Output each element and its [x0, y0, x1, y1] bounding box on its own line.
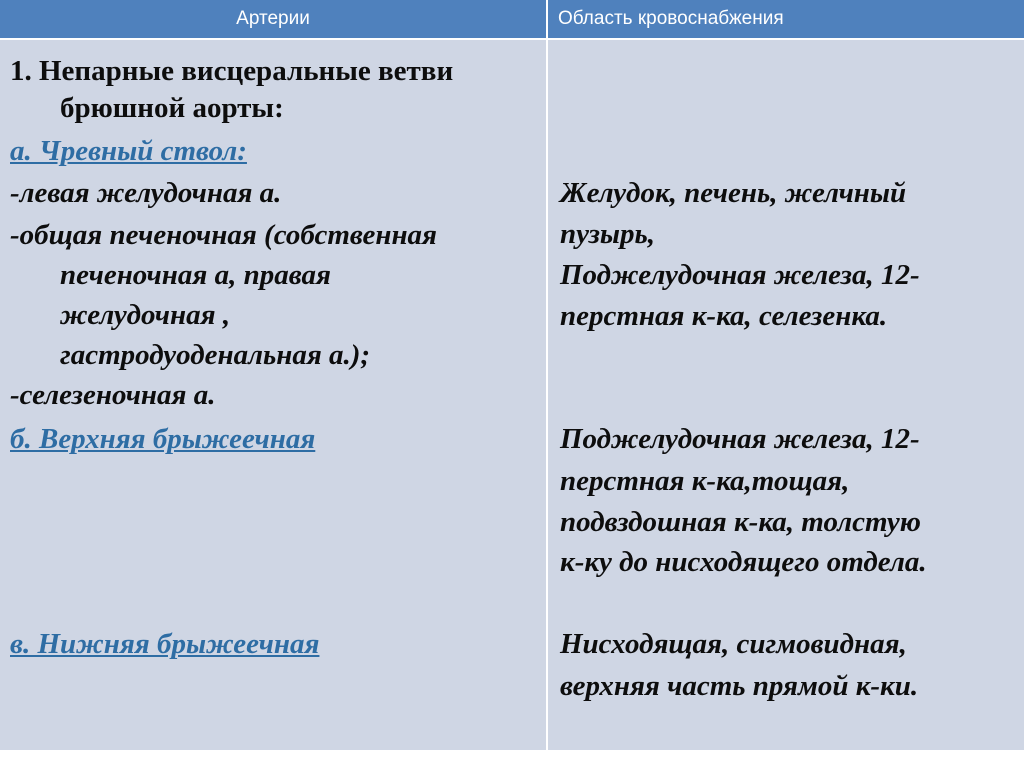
- inferior-mesenteric-label: в. Нижняя брыжеечная: [10, 628, 320, 660]
- common-hepatic-line3: желудочная ,: [60, 299, 231, 331]
- common-hepatic-line4: гастродуоденальная а.);: [60, 339, 371, 371]
- table-bottom-border: [0, 750, 1024, 752]
- superior-mesenteric-supply-line2: перстная к-ка,тощая,: [560, 465, 850, 497]
- section-heading-line1: 1. Непарные висцеральные ветви: [10, 55, 454, 87]
- section-heading-line2: брюшной аорты:: [60, 92, 284, 124]
- header-blood-supply-area: [548, 0, 1024, 38]
- header-divider: [0, 38, 1024, 40]
- header-blood-supply-label: Область кровоснабжения: [558, 8, 784, 29]
- common-hepatic-line2: печеночная а, правая: [60, 259, 331, 291]
- common-hepatic-line1: -общая печеночная (собственная: [10, 219, 437, 251]
- celiac-supply-line1: Желудок, печень, желчный: [560, 177, 907, 209]
- inferior-mesenteric-supply-line2: верхняя часть прямой к-ки.: [560, 670, 919, 702]
- header-arteries-label: Артерии: [236, 8, 310, 29]
- celiac-supply-line2: пузырь,: [560, 218, 656, 250]
- column-divider: [546, 0, 548, 752]
- superior-mesenteric-supply-line4: к-ку до нисходящего отдела.: [560, 546, 927, 578]
- celiac-supply-line3: Поджелудочная железа, 12-: [560, 259, 920, 291]
- superior-mesenteric-supply-line1: Поджелудочная железа, 12-: [560, 423, 920, 455]
- inferior-mesenteric-supply-line1: Нисходящая, сигмовидная,: [560, 628, 907, 660]
- superior-mesenteric-supply-line3: подвздошная к-ка, толстую: [560, 506, 921, 538]
- celiac-supply-line4: перстная к-ка, селезенка.: [560, 300, 888, 332]
- header-arteries: [0, 0, 546, 38]
- superior-mesenteric-label: б. Верхняя брыжеечная: [10, 423, 316, 455]
- celiac-trunk-label: а. Чревный ствол:: [10, 135, 247, 167]
- left-gastric-artery: -левая желудочная а.: [10, 177, 282, 209]
- splenic-artery: -селезеночная а.: [10, 379, 216, 411]
